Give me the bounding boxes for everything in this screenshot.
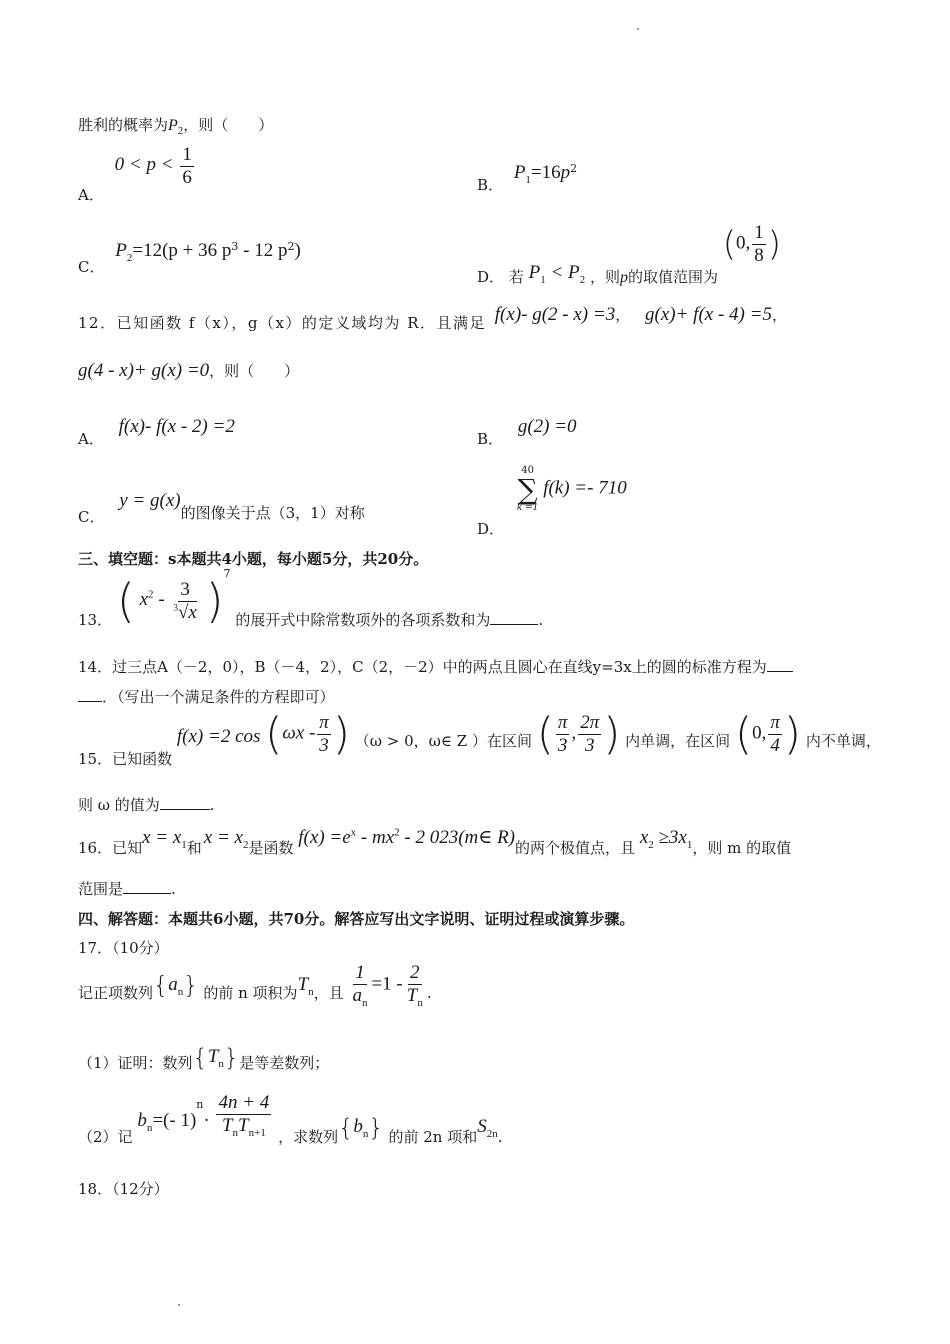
q13: 13． ( $x^2$ - $\frac{3}{^3√x}$ )$^7$ 的展开式中除常数项外的各项系数和为 . xyxy=(78,567,544,629)
q16-line2: 范围是 . xyxy=(78,880,176,898)
q12-option-b: B． g(2) =0 xyxy=(477,416,577,448)
q12-stem-line1: 12．已知函数 f（x），g（x）的定义域均为 R．且满足 f(x)- g(2 - x) =3， g(x)+ f(x - 4) =5， xyxy=(78,304,787,332)
scan-dot-bottom xyxy=(178,1304,180,1306)
q17-part2: （2）记 $b_n=(-$ 1)$^n$· $\frac{4n + 4}{T_nT_{n+1}}$ ，求数列$\{b_n\}$ 的前 2n 项和$S_{2n}$. xyxy=(78,1092,503,1146)
q12-stem-line2: g(4 - x)+ g(x) =0，则（ ） xyxy=(78,360,300,381)
scan-dot-top xyxy=(637,28,639,30)
q12-option-d: D． 40 ∑ k =1 f(k) =- 710 xyxy=(477,465,627,538)
q18-head: 18．（12分） xyxy=(78,1180,169,1198)
section-4-heading: 四、解答题：本题共6小题，共70分。解答应写出文字说明、证明过程或演算步骤。 xyxy=(78,910,635,928)
q17-part1: （1）证明：数列$\{T_n\}$是等差数列； xyxy=(78,1044,330,1072)
section-3-heading: 三、填空题：s本题共4小题，每小题5分，共20分。 xyxy=(78,550,429,568)
q17-head: 17．（10分） xyxy=(78,939,169,957)
q11-option-c: C． $P_2=12(p + 36$ $p^3 - 12$ $p^2$) xyxy=(78,240,301,276)
q11-option-d: D． 若 $P_1 < P_2$ ，则p的取值范围为 (0, $\frac{1}{8}$ ) xyxy=(477,222,782,287)
q12-option-a: A． f(x)- f(x - 2) =2 xyxy=(78,416,235,448)
q14-line1: 14．过三点A（－2，0），B（－4，2），C（2，－2）中的两点且圆心在直线y=3x上的圆的标准方程为 xyxy=(78,656,793,677)
q15-line2: 则 ω 的值为 . xyxy=(78,796,215,814)
q11-option-a: A． 0 < p < $\frac{1}{6}$ xyxy=(78,144,192,205)
q17-stem: 记正项数列$\{a_n\}$ 的前 n 项积为$T_n$，且 $\frac{1}{a_n}$ =1 - $\frac{2}{T_n}$ . xyxy=(78,962,432,1009)
intro-line: 胜利的概率为$P_2$，则（ ） xyxy=(78,116,274,138)
q12-option-c: C． y = g(x)的图像关于点（3，1）对称 xyxy=(78,490,365,526)
q11-option-b: B． $P_1=16p^2$ xyxy=(477,162,578,194)
q14-line2: ．（写出一个满足条件的方程即可） xyxy=(78,686,335,707)
q15-line1: 15．已知函数 f(x) =2 cos (ωx - $\frac{\pi}{3}$ ) （ω > 0，ω∈ Z ）在区间 ( $\frac{\pi}{3}$ , $\frac{2\pi}{3}$ ) 内单调，在区间 (0, $\frac{\pi}{4}$ ) 内不单调， xyxy=(78,708,881,769)
q16-line1: 16．已知$x = x_1$和 $x = x_2$是函数 $f(x) =e^x - mx^2 - 2$ 023(m∈ R)的两个极值点，且 $x_2 \ge 3x_1$，则 m 的取值 xyxy=(78,826,792,857)
